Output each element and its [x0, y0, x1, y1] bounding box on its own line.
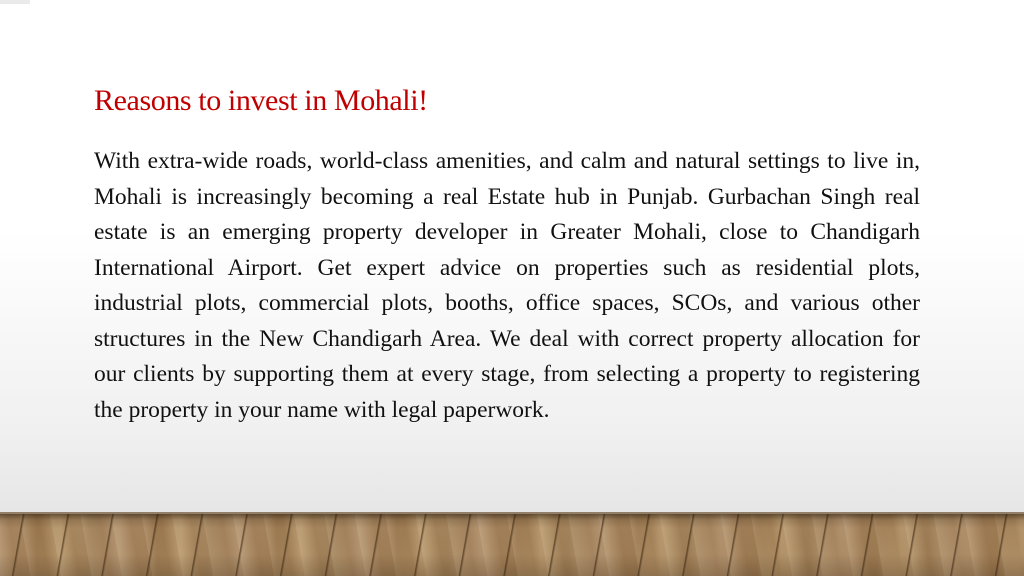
slide-body-text: With extra-wide roads, world-class amenities, and calm and natural settings to live in, Mohali is increasingly becoming a real Estate hub in Punjab. Gurbachan Singh real estate is an emerging property developer in Greater Mohali, close to Chandigarh International Airport. Get expert advice on properties such as residential plots, industrial plots, commercial plots, booths, office spaces, SCOs, and various other structures in the New Chandigarh Area. We deal with correct property allocation for our clients by supporting them at every stage, from selecting a property to registering the property in your name with legal paperwork.	[94, 148, 920, 423]
corner-mark	[0, 0, 30, 4]
wooden-floor-decoration	[0, 514, 1024, 576]
slide-title: Reasons to invest in Mohali!	[94, 84, 428, 117]
